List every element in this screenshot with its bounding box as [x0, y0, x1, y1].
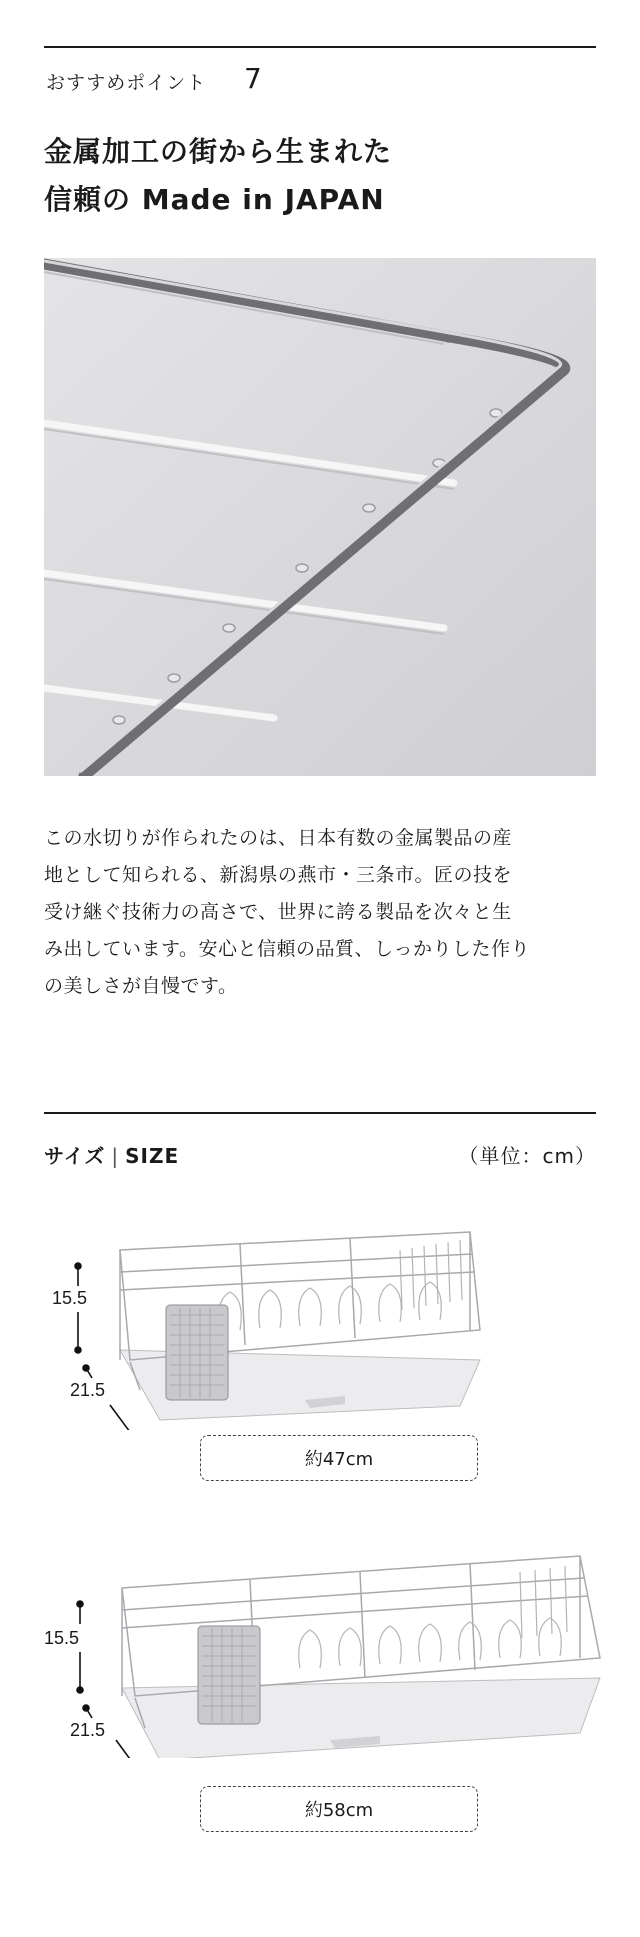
- depth-label: 21.5: [70, 1720, 106, 1740]
- description-line: 地として知られる、新潟県の燕市・三条市。匠の技を: [44, 864, 513, 886]
- point-number: 7: [244, 62, 262, 95]
- size-separator: |: [111, 1144, 120, 1168]
- description-line: この水切りが作られたのは、日本有数の金属製品の産: [44, 827, 513, 849]
- size-title: [44, 1140, 179, 1169]
- height-label: 15.5: [44, 1628, 80, 1648]
- point-label: おすすめポイント: [46, 72, 207, 94]
- heading-line-1: 金属加工の街から生まれた: [44, 135, 393, 168]
- page-title: [44, 128, 392, 224]
- top-divider: [44, 46, 596, 48]
- width-label: 約58cm: [200, 1786, 478, 1832]
- size-diagram-large: [40, 1528, 610, 1828]
- unit-label: （単位：cm）: [458, 1144, 596, 1168]
- description-line: み出しています。安心と信頼の品質、しっかりした作り: [44, 938, 530, 960]
- size-title-jp: サイズ: [44, 1144, 106, 1168]
- heading-line-2: 信頼の Made in JAPAN: [44, 183, 385, 216]
- size-diagram-small: [40, 1210, 610, 1480]
- product-photo: [44, 258, 596, 776]
- description: [44, 820, 600, 1005]
- dish-rack-illustration: [40, 1528, 610, 1758]
- width-label: 約47cm: [200, 1435, 478, 1481]
- height-label: 15.5: [52, 1288, 88, 1308]
- depth-label: 21.5: [70, 1380, 106, 1400]
- size-title-en: SIZE: [125, 1144, 180, 1168]
- description-line: 受け継ぐ技術力の高さで、世界に誇る製品を次々と生: [44, 901, 512, 923]
- dish-rack-illustration: [40, 1210, 610, 1430]
- description-line: の美しさが自慢です。: [44, 975, 238, 997]
- size-divider: [44, 1112, 596, 1114]
